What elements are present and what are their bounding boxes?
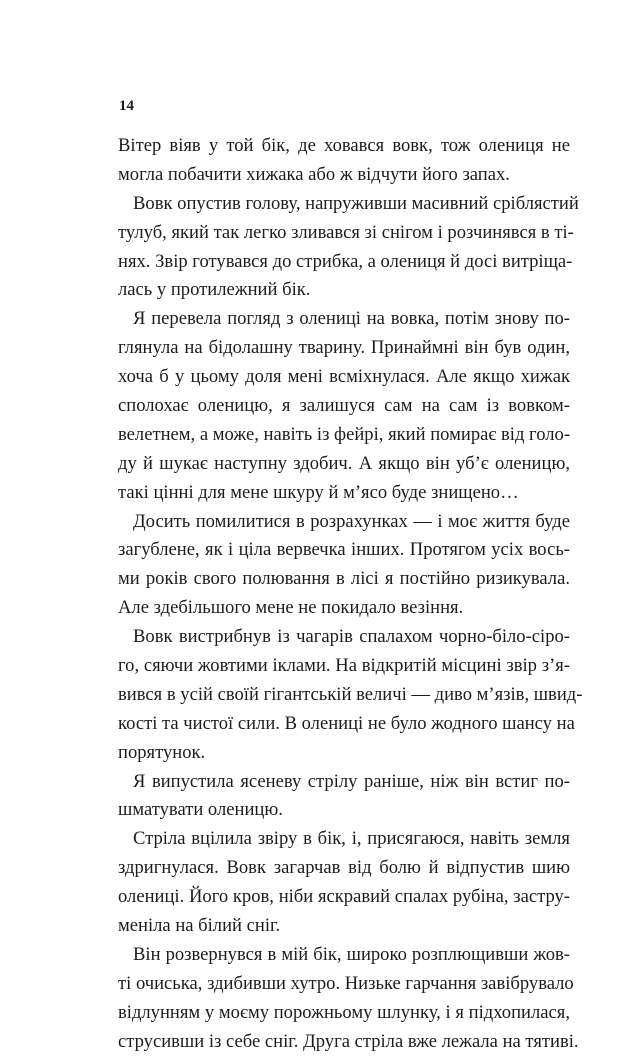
body-text	[118, 132, 583, 1057]
text-line: олениці. Його кров, ніби яскравий спалах рубіна, застру-	[118, 886, 570, 908]
text-line: меніла на білий сніг.	[118, 915, 281, 937]
text-line: вився в усій своїй гігантській величі — диво м’язів, швид-	[118, 683, 583, 705]
text-line: Досить помилитися в розрахунках — і моє життя буде	[133, 510, 570, 532]
paragraph	[118, 941, 579, 1057]
text-line: лась у протилежний бік.	[118, 279, 311, 301]
text-line: го, сяючи жовтими іклами. На відкритій місцині звір з’я-	[118, 655, 570, 677]
text-line: здригнулася. Вовк загарчав від болю й відпустив шию	[118, 857, 570, 879]
paragraph	[118, 190, 579, 306]
text-line: такі цінні для мене шкуру й м’ясо буде знищено…	[118, 481, 519, 503]
text-line: Вовк опустив голову, напруживши масивний сріблястий	[133, 192, 579, 214]
text-line: ду й шукає наступну здобич. А якщо він уб’є оленицю,	[118, 452, 570, 474]
text-line: Він розвернувся в мій бік, широко розплющивши жов-	[133, 943, 570, 965]
text-line: Вовк вистрибнув із чагарів спалахом чорно-біло-сіро-	[133, 626, 570, 648]
text-line: Але здебільшого мене не покидало везіння.	[118, 597, 464, 619]
paragraph	[118, 623, 583, 767]
text-line: Стріла вцілила звіру в бік, і, присягаюся, навіть земля	[133, 828, 570, 850]
text-line: ті очиська, здибивши хутро. Низьке гарчання завібрувало	[118, 972, 574, 994]
paragraph	[118, 132, 570, 190]
text-line: Вітер віяв у той бік, де ховався вовк, тож олениця не	[118, 135, 570, 156]
text-line: шматувати оленицю.	[118, 799, 283, 821]
text-line: могла побачити хижака або ж відчути його запах.	[118, 163, 510, 185]
text-line: тулуб, який так легко зливався зі снігом і розчинявся в ті-	[118, 221, 574, 243]
paragraph	[118, 508, 570, 624]
text-line: хоча б у цьому доля мені всміхнулася. Але якщо хижак	[118, 366, 570, 388]
text-line: кості та чистої сили. В олениці не було жодного шансу на	[118, 712, 575, 734]
text-line: струсивши із себе сніг. Друга стріла вже лежала на тятиві.	[118, 1030, 579, 1052]
text-line: ми років свого полювання в лісі я постійно ризикувала.	[118, 568, 570, 590]
text-line: глянула на бідолашну тварину. Принаймні він був один,	[118, 337, 570, 359]
paragraph	[118, 768, 570, 826]
text-line: велетнем, а може, навіть із фейрі, який помирає від голо-	[118, 423, 571, 445]
page-number: 14	[119, 98, 134, 114]
text-line: Я перевела погляд з олениці на вовка, потім знову по-	[133, 308, 570, 330]
paragraph	[118, 305, 570, 507]
text-line: сполохає оленицю, я залишуся сам на сам із вовком-	[118, 395, 570, 417]
text-line: порятунок.	[118, 741, 206, 763]
paragraph	[118, 825, 570, 941]
text-line: відлунням у моєму порожньому шлунку, і я підхопилася,	[118, 1001, 570, 1023]
text-line: Я випустила ясеневу стрілу раніше, ніж він встиг по-	[133, 770, 570, 792]
text-line: нях. Звір готувався до стрибка, а олениця й досі витріща-	[118, 250, 573, 272]
text-line: загублене, як і ціла вервечка інших. Протягом усіх вось-	[118, 539, 570, 561]
